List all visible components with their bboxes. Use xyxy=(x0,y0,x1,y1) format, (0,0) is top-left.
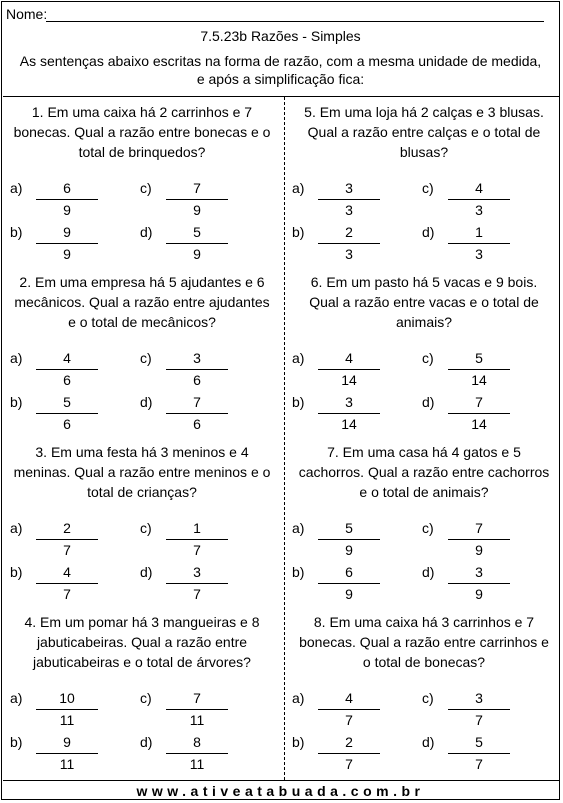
fraction-denominator: 14 xyxy=(341,372,357,388)
option-letter: c) xyxy=(422,350,434,366)
question-5-text xyxy=(6,442,278,502)
option-letter: c) xyxy=(422,690,434,706)
question-line: animais? xyxy=(395,314,453,330)
fraction-denominator: 11 xyxy=(59,712,75,728)
option-letter: b) xyxy=(292,564,305,580)
option-letter: d) xyxy=(140,564,153,580)
option-letter: d) xyxy=(422,564,435,580)
option-letter: b) xyxy=(10,564,23,580)
fraction-numerator: 7 xyxy=(448,520,510,540)
fraction-denominator: 9 xyxy=(193,202,201,218)
option-letter: a) xyxy=(10,690,23,706)
fraction-numerator: 5 xyxy=(448,350,510,370)
fraction-numerator: 9 xyxy=(36,224,98,244)
fraction-denominator: 9 xyxy=(193,246,201,262)
answer-option[interactable] xyxy=(422,520,512,566)
answer-option[interactable] xyxy=(140,520,230,566)
fraction-denominator: 11 xyxy=(189,756,205,772)
answer-option[interactable] xyxy=(140,564,230,610)
fraction-denominator: 11 xyxy=(59,756,75,772)
answer-option[interactable] xyxy=(140,690,230,736)
option-letter: a) xyxy=(292,350,305,366)
fraction-numerator: 10 xyxy=(36,690,98,710)
question-line: blusas? xyxy=(399,144,449,160)
question-line: total de brinquedos? xyxy=(78,144,206,160)
fraction-numerator: 2 xyxy=(36,520,98,540)
fraction-denominator: 9 xyxy=(63,202,71,218)
option-letter: d) xyxy=(140,224,153,240)
fraction-numerator: 9 xyxy=(36,734,98,754)
option-letter: c) xyxy=(140,350,152,366)
answer-option[interactable] xyxy=(10,350,100,396)
question-line: meninas. Qual a razão entre meninos e o xyxy=(13,464,271,480)
option-letter: b) xyxy=(292,394,305,410)
fraction-numerator: 3 xyxy=(318,180,380,200)
answer-option[interactable] xyxy=(292,350,382,396)
answer-option[interactable] xyxy=(422,180,512,226)
fraction-denominator: 14 xyxy=(471,372,487,388)
worksheet xyxy=(1,1,560,800)
fraction-numerator: 1 xyxy=(166,520,228,540)
fraction-denominator: 7 xyxy=(345,712,353,728)
fraction-denominator: 9 xyxy=(345,542,353,558)
option-letter: d) xyxy=(422,394,435,410)
fraction-numerator: 5 xyxy=(318,520,380,540)
option-letter: c) xyxy=(422,520,434,536)
instructions-line-2: e após a simplificação fica: xyxy=(196,71,365,87)
answer-option[interactable] xyxy=(292,564,382,610)
option-letter: a) xyxy=(10,350,23,366)
fraction-denominator: 9 xyxy=(345,586,353,602)
question-line: e o total de mecânicos? xyxy=(68,314,216,330)
divider-bottom xyxy=(3,780,559,781)
question-line: bonecas. Qual a razão entre carrinhos e xyxy=(299,634,549,650)
question-8-text xyxy=(288,612,560,672)
fraction-numerator: 7 xyxy=(448,394,510,414)
option-letter: a) xyxy=(292,180,305,196)
fraction-numerator: 4 xyxy=(36,350,98,370)
question-line: Qual a razão entre vacas e o total de xyxy=(309,294,539,310)
answer-option[interactable] xyxy=(140,394,230,440)
answer-option[interactable] xyxy=(10,224,100,270)
fraction-numerator: 5 xyxy=(36,394,98,414)
fraction-numerator: 2 xyxy=(318,734,380,754)
answer-option[interactable] xyxy=(292,690,382,736)
answer-option[interactable] xyxy=(10,690,100,736)
question-line: jabuticabeiras e o total de árvores? xyxy=(33,654,251,670)
question-line: total de crianças? xyxy=(87,484,197,500)
column-divider xyxy=(284,97,285,780)
question-line: 1. Em uma caixa há 2 carrinhos e 7 xyxy=(31,104,253,120)
fraction-numerator: 6 xyxy=(36,180,98,200)
answer-option[interactable] xyxy=(422,690,512,736)
fraction-numerator: 7 xyxy=(166,394,228,414)
answer-option[interactable] xyxy=(10,520,100,566)
option-letter: c) xyxy=(140,520,152,536)
fraction-numerator: 4 xyxy=(318,690,380,710)
fraction-denominator: 7 xyxy=(63,542,71,558)
answer-option[interactable] xyxy=(10,180,100,226)
answer-option[interactable] xyxy=(422,350,512,396)
divider-top xyxy=(3,96,559,97)
fraction-denominator: 6 xyxy=(63,372,71,388)
option-letter: a) xyxy=(292,520,305,536)
question-line: e o total de animais? xyxy=(359,484,489,500)
fraction-numerator: 7 xyxy=(166,180,228,200)
fraction-denominator: 7 xyxy=(63,586,71,602)
footer-website: www.ativeatabuada.com.br xyxy=(136,783,425,799)
fraction-numerator: 3 xyxy=(166,564,228,584)
fraction-numerator: 5 xyxy=(448,734,510,754)
option-letter: a) xyxy=(10,180,23,196)
option-letter: d) xyxy=(422,734,435,750)
worksheet-title: 7.5.23b Razões - Simples xyxy=(200,28,361,44)
fraction-denominator: 9 xyxy=(475,586,483,602)
fraction-numerator: 4 xyxy=(318,350,380,370)
question-line: 6. Em um pasto há 5 vacas e 9 bois. xyxy=(310,274,538,290)
fraction-denominator: 7 xyxy=(193,586,201,602)
fraction-denominator: 6 xyxy=(63,416,71,432)
option-letter: b) xyxy=(292,224,305,240)
option-letter: a) xyxy=(10,520,23,536)
fraction-denominator: 3 xyxy=(475,246,483,262)
fraction-numerator: 3 xyxy=(448,690,510,710)
fraction-denominator: 9 xyxy=(475,542,483,558)
option-letter: b) xyxy=(10,394,23,410)
question-1-text xyxy=(6,102,278,162)
fraction-denominator: 6 xyxy=(193,416,201,432)
answer-option[interactable] xyxy=(292,394,382,440)
answer-option[interactable] xyxy=(292,180,382,226)
fraction-denominator: 7 xyxy=(193,542,201,558)
fraction-denominator: 9 xyxy=(63,246,71,262)
option-letter: c) xyxy=(422,180,434,196)
question-line: 4. Em um pomar há 3 mangueiras e 8 xyxy=(24,614,260,630)
question-line: 2. Em uma empresa há 5 ajudantes e 6 xyxy=(19,274,265,290)
question-line: bonecas. Qual a razão entre bonecas e o xyxy=(13,124,271,140)
fraction-numerator: 7 xyxy=(166,690,228,710)
answer-option[interactable] xyxy=(422,224,512,270)
fraction-denominator: 11 xyxy=(189,712,205,728)
answer-option[interactable] xyxy=(10,394,100,440)
option-letter: c) xyxy=(140,180,152,196)
answer-option[interactable] xyxy=(140,180,230,226)
question-7-text xyxy=(6,612,278,672)
option-letter: b) xyxy=(10,734,23,750)
fraction-denominator: 6 xyxy=(193,372,201,388)
answer-option[interactable] xyxy=(292,224,382,270)
question-line: 3. Em uma festa há 3 meninos e 4 xyxy=(35,444,249,460)
question-line: 5. Em uma loja há 2 calças e 3 blusas. xyxy=(304,104,544,120)
answer-option[interactable] xyxy=(292,734,382,780)
answer-option[interactable] xyxy=(422,564,512,610)
option-letter: d) xyxy=(140,734,153,750)
answer-option[interactable] xyxy=(140,224,230,270)
fraction-denominator: 14 xyxy=(341,416,357,432)
question-line: jabuticabeiras. Qual a razão entre xyxy=(36,634,248,650)
instructions xyxy=(2,52,559,88)
fraction-numerator: 4 xyxy=(36,564,98,584)
fraction-denominator: 7 xyxy=(475,756,483,772)
fraction-denominator: 14 xyxy=(471,416,487,432)
fraction-numerator: 3 xyxy=(166,350,228,370)
question-line: Qual a razão entre calças e o total de xyxy=(307,124,541,140)
option-letter: b) xyxy=(10,224,23,240)
option-letter: a) xyxy=(292,690,305,706)
instructions-line-1: As sentenças abaixo escritas na forma de razão, com a mesma unidade de medida, xyxy=(19,53,542,69)
answer-option[interactable] xyxy=(140,734,230,780)
answer-option[interactable] xyxy=(422,394,512,440)
option-letter: b) xyxy=(292,734,305,750)
option-letter: c) xyxy=(140,690,152,706)
fraction-numerator: 3 xyxy=(318,394,380,414)
question-2-text xyxy=(288,102,560,162)
answer-option[interactable] xyxy=(10,564,100,610)
question-line: 8. Em uma caixa há 3 carrinhos e 7 xyxy=(313,614,535,630)
question-3-text xyxy=(6,272,278,332)
answer-option[interactable] xyxy=(422,734,512,780)
question-line: cachorros. Qual a razão entre cachorros xyxy=(298,464,550,480)
answer-option[interactable] xyxy=(292,520,382,566)
name-blank-line xyxy=(46,21,544,22)
question-6-text xyxy=(288,442,560,502)
fraction-denominator: 3 xyxy=(475,202,483,218)
fraction-numerator: 6 xyxy=(318,564,380,584)
fraction-denominator: 7 xyxy=(475,712,483,728)
fraction-numerator: 3 xyxy=(448,564,510,584)
fraction-numerator: 2 xyxy=(318,224,380,244)
question-line: mecânicos. Qual a razão entre ajudantes xyxy=(14,294,270,310)
option-letter: d) xyxy=(422,224,435,240)
fraction-denominator: 7 xyxy=(345,756,353,772)
answer-option[interactable] xyxy=(140,350,230,396)
fraction-numerator: 4 xyxy=(448,180,510,200)
question-line: o total de bonecas? xyxy=(362,654,486,670)
fraction-numerator: 5 xyxy=(166,224,228,244)
fraction-denominator: 3 xyxy=(345,202,353,218)
fraction-numerator: 8 xyxy=(166,734,228,754)
fraction-numerator: 1 xyxy=(448,224,510,244)
name-label: Nome: xyxy=(6,6,48,22)
question-4-text xyxy=(288,272,560,332)
answer-option[interactable] xyxy=(10,734,100,780)
question-line: 7. Em uma casa há 4 gatos e 5 xyxy=(327,444,521,460)
option-letter: d) xyxy=(140,394,153,410)
fraction-denominator: 3 xyxy=(345,246,353,262)
